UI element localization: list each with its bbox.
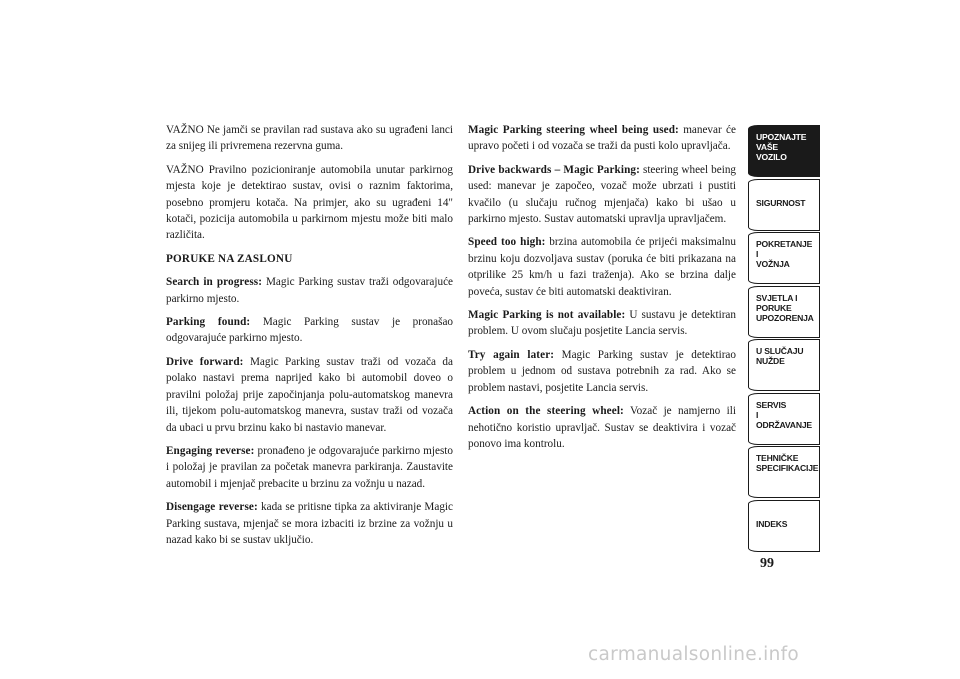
left-column bbox=[166, 122, 453, 555]
message-text: brzina automobila će prijeći maksimalnu brzinu koju dozvoljava sustav (poruka će biti prikazana na otprilike 25 km/h u fazi traženja). Ako se brzina dalje poveća, sustav će biti automatski deaktiviran. bbox=[468, 236, 736, 298]
message-item bbox=[166, 314, 453, 347]
message-text: Magic Parking sustav je pronašao odgovarajuće parkirno mjesto. bbox=[166, 316, 454, 345]
message-item bbox=[166, 443, 453, 492]
watermark: carmanualsonline.info bbox=[588, 644, 800, 665]
message-text: kada se pritisne tipka za aktiviranje Magic Parking sustava, mjenjač se mora izbaciti iz brzine za vožnju u nazad kako bi se sustav uključio. bbox=[166, 501, 453, 546]
message-item bbox=[468, 307, 736, 340]
message-term: Disengage reverse: bbox=[166, 501, 258, 514]
message-term: Speed too high: bbox=[468, 236, 546, 249]
tab-u-slucaju-nuzde[interactable]: U SLUČAJU NUŽDE bbox=[748, 339, 820, 391]
message-item bbox=[468, 403, 736, 452]
right-column bbox=[468, 122, 736, 459]
message-text: Magic Parking sustav traži odgovarajuće parkirno mjesto. bbox=[166, 276, 454, 305]
message-text: U sustavu je detektiran problem. U ovom slučaju posjetite Lancia servis. bbox=[468, 309, 736, 338]
tab-pokretanje-i-voznja[interactable]: POKRETANJE I VOŽNJA bbox=[748, 232, 820, 284]
section-heading: PORUKE NA ZASLONU bbox=[166, 252, 293, 265]
tab-servis-i-odrzavanje[interactable]: SERVIS I ODRŽAVANJE bbox=[748, 393, 820, 445]
message-item bbox=[166, 354, 453, 436]
message-text: manevar će upravo početi i od vozača se traži da pusti kolo upravljača. bbox=[468, 124, 736, 153]
tab-sigurnost[interactable]: SIGURNOST bbox=[748, 179, 820, 231]
message-item bbox=[468, 234, 736, 300]
message-text: steering wheel being used: manevar je započeo, vozač može ubrzati i pustiti kvačilo (u slučaju ručnog mjenjača) kako bi ušao u parkirno mjesto. Sustav automatski upravlja upravljačem. bbox=[468, 163, 737, 226]
tab-upoznajte-vase-vozilo[interactable]: UPOZNAJTE VAŠE VOZILO bbox=[748, 125, 820, 177]
important-note-positioning: VAŽNO Pravilno pozicioniranje automobila unutar parkirnog mjesta koje je detektirao sustav, ovisi o raznim faktorima, posebno promjeru kotača. Na primjer, ako su ugrađeni 14" kotači, pozicija automobila u parkirnom mjestu može biti malo različita. bbox=[166, 163, 453, 242]
message-item bbox=[468, 162, 736, 228]
important-note-snow-chains: VAŽNO Ne jamči se pravilan rad sustava ako su ugrađeni lanci za snijeg ili privremena rezervna guma. bbox=[166, 124, 453, 153]
message-term: Engaging reverse: bbox=[166, 444, 255, 457]
message-term: Magic Parking steering wheel being used: bbox=[468, 124, 679, 136]
message-text: Magic Parking sustav je detektirao problem u jednom od sustava potrebnih za rad. Ako se problem nastavi, posjetite Lancia servis. bbox=[468, 348, 736, 394]
message-item bbox=[468, 347, 736, 396]
message-item bbox=[468, 122, 736, 155]
message-term: Search in progress: bbox=[166, 276, 263, 289]
message-term: Action on the steering wheel: bbox=[468, 405, 624, 418]
chapter-tabs bbox=[748, 125, 820, 553]
message-term: Parking found: bbox=[166, 316, 251, 329]
message-term: Try again later: bbox=[468, 348, 555, 361]
message-item bbox=[166, 274, 453, 307]
message-term: Drive forward: bbox=[166, 355, 244, 368]
message-text: Magic Parking sustav traži od vozača da polako nastavi prema naprijed kako bi automobil doveo o pravilni položaj prije započinjanja polu-automatskog manevra ili, tijekom polu-automatskog manevra, sustav traži od vozača da ubaci u prvu brzinu kako bi nastavio manevar. bbox=[166, 355, 453, 434]
tab-indeks[interactable]: INDEKS bbox=[748, 500, 820, 552]
message-term: Drive backwards – Magic Parking: bbox=[468, 163, 640, 176]
message-term: Magic Parking is not available: bbox=[468, 309, 626, 322]
message-item bbox=[166, 499, 453, 548]
page-number: 99 bbox=[760, 556, 774, 571]
tab-tehnicke-specifikacije[interactable]: TEHNIČKE SPECIFIKACIJE bbox=[748, 446, 820, 498]
tab-svjetla-i-poruke-upozorenja[interactable]: SVJETLA I PORUKE UPOZORENJA bbox=[748, 286, 820, 338]
message-text: Vozač je namjerno ili nehotično koristio upravljač. Sustav se deaktivira i vozač ponovo ima kontrolu. bbox=[468, 405, 736, 450]
message-text: pronađeno je odgovarajuće parkirno mjesto i položaj je pravilan za početak manevra parkiranja. Zaustavite automobil i mjenjač prebacite u brzinu za vožnju u nazad. bbox=[166, 444, 453, 490]
